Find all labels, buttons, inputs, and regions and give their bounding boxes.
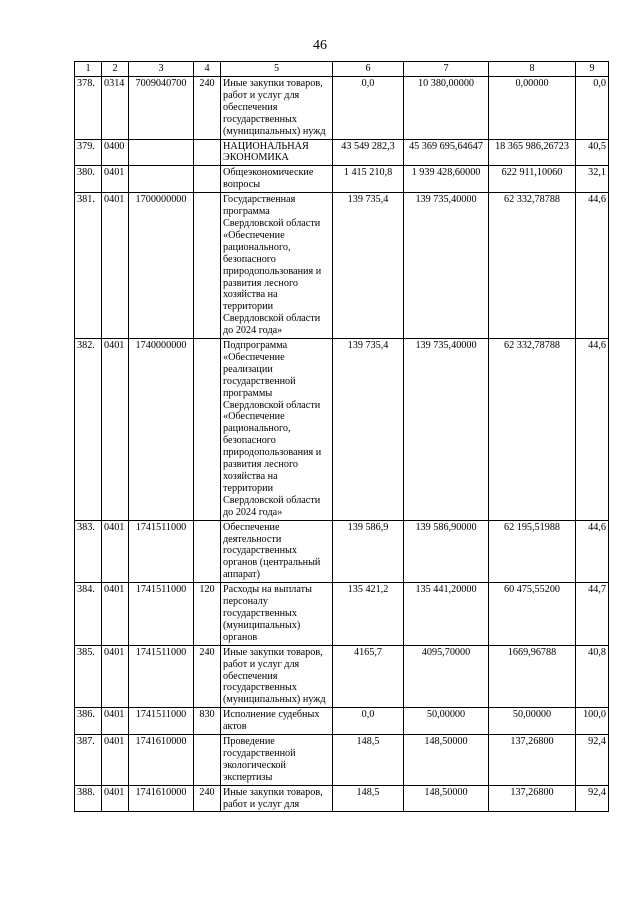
table-header-row [75, 62, 609, 77]
executed-amount-cell: 0,00000 [489, 77, 576, 140]
revised-amount-cell: 139 735,40000 [404, 193, 489, 339]
execution-percent-cell: 92,4 [576, 785, 609, 812]
target-article-cell: 1741511000 [129, 520, 194, 583]
executed-amount-cell: 60 475,55200 [489, 583, 576, 646]
execution-percent-cell: 44,6 [576, 520, 609, 583]
expense-type-cell: 240 [194, 645, 221, 708]
section-code-cell: 0400 [102, 139, 129, 166]
execution-percent-cell: 44,6 [576, 193, 609, 339]
approved-amount-cell: 139 735,4 [333, 339, 404, 521]
item-name-cell: Иные закупки товаров, работ и услуг для обеспечения государственных (муниципальных) нужд [221, 77, 333, 140]
revised-amount-cell: 4095,70000 [404, 645, 489, 708]
executed-amount-cell: 1669,96788 [489, 645, 576, 708]
column-header: 8 [489, 62, 576, 77]
executed-amount-cell: 137,26800 [489, 785, 576, 812]
expense-type-cell: 240 [194, 785, 221, 812]
target-article-cell: 1741610000 [129, 735, 194, 786]
row-number-cell: 380. [75, 166, 102, 193]
revised-amount-cell: 135 441,20000 [404, 583, 489, 646]
approved-amount-cell: 1 415 210,8 [333, 166, 404, 193]
table-row [75, 139, 609, 166]
target-article-cell [129, 166, 194, 193]
expense-type-cell [194, 339, 221, 521]
table-row [75, 166, 609, 193]
column-header: 9 [576, 62, 609, 77]
row-number-cell: 386. [75, 708, 102, 735]
item-name-cell: Обеспечение деятельности государственных органов (центральный аппарат) [221, 520, 333, 583]
executed-amount-cell: 18 365 986,26723 [489, 139, 576, 166]
row-number-cell: 378. [75, 77, 102, 140]
executed-amount-cell: 622 911,10060 [489, 166, 576, 193]
approved-amount-cell: 43 549 282,3 [333, 139, 404, 166]
approved-amount-cell: 148,5 [333, 785, 404, 812]
row-number-cell: 383. [75, 520, 102, 583]
execution-percent-cell: 40,8 [576, 645, 609, 708]
item-name-cell: Исполнение судебных актов [221, 708, 333, 735]
item-name-cell: Общеэкономические вопросы [221, 166, 333, 193]
section-code-cell: 0401 [102, 520, 129, 583]
column-header: 2 [102, 62, 129, 77]
approved-amount-cell: 0,0 [333, 77, 404, 140]
column-header: 7 [404, 62, 489, 77]
table-row [75, 77, 609, 140]
execution-percent-cell: 44,7 [576, 583, 609, 646]
row-number-cell: 388. [75, 785, 102, 812]
target-article-cell [129, 139, 194, 166]
expense-type-cell [194, 166, 221, 193]
table-row [75, 339, 609, 521]
section-code-cell: 0401 [102, 708, 129, 735]
target-article-cell: 1740000000 [129, 339, 194, 521]
item-name-cell: Проведение государственной экологической экспертизы [221, 735, 333, 786]
revised-amount-cell: 139 586,90000 [404, 520, 489, 583]
approved-amount-cell: 4165,7 [333, 645, 404, 708]
item-name-cell: Иные закупки товаров, работ и услуг для обеспечения государственных (муниципальных) нужд [221, 645, 333, 708]
column-header: 3 [129, 62, 194, 77]
row-number-cell: 379. [75, 139, 102, 166]
table-row [75, 708, 609, 735]
column-header: 4 [194, 62, 221, 77]
column-header: 1 [75, 62, 102, 77]
section-code-cell: 0401 [102, 193, 129, 339]
table-row [75, 785, 609, 812]
executed-amount-cell: 50,00000 [489, 708, 576, 735]
target-article-cell: 1741511000 [129, 583, 194, 646]
section-code-cell: 0401 [102, 583, 129, 646]
expense-type-cell [194, 735, 221, 786]
revised-amount-cell: 50,00000 [404, 708, 489, 735]
column-header: 5 [221, 62, 333, 77]
revised-amount-cell: 139 735,40000 [404, 339, 489, 521]
budget-table [74, 61, 609, 812]
row-number-cell: 381. [75, 193, 102, 339]
revised-amount-cell: 45 369 695,64647 [404, 139, 489, 166]
target-article-cell: 7009040700 [129, 77, 194, 140]
target-article-cell: 1741610000 [129, 785, 194, 812]
executed-amount-cell: 62 332,78788 [489, 339, 576, 521]
execution-percent-cell: 0,0 [576, 77, 609, 140]
expense-type-cell [194, 193, 221, 339]
execution-percent-cell: 44,6 [576, 339, 609, 521]
item-name-cell: Расходы на выплаты персоналу государственных (муниципальных) органов [221, 583, 333, 646]
approved-amount-cell: 139 586,9 [333, 520, 404, 583]
execution-percent-cell: 92,4 [576, 735, 609, 786]
item-name-cell: Иные закупки товаров, работ и услуг для [221, 785, 333, 812]
expense-type-cell: 240 [194, 77, 221, 140]
revised-amount-cell: 148,50000 [404, 735, 489, 786]
section-code-cell: 0401 [102, 166, 129, 193]
execution-percent-cell: 40,5 [576, 139, 609, 166]
target-article-cell: 1741511000 [129, 708, 194, 735]
table-row [75, 193, 609, 339]
expense-type-cell: 830 [194, 708, 221, 735]
section-code-cell: 0401 [102, 339, 129, 521]
approved-amount-cell: 0,0 [333, 708, 404, 735]
table-row [75, 735, 609, 786]
target-article-cell: 1741511000 [129, 645, 194, 708]
table-row [75, 645, 609, 708]
executed-amount-cell: 137,26800 [489, 735, 576, 786]
approved-amount-cell: 148,5 [333, 735, 404, 786]
page-number: 46 [313, 38, 327, 53]
revised-amount-cell: 10 380,00000 [404, 77, 489, 140]
row-number-cell: 387. [75, 735, 102, 786]
row-number-cell: 385. [75, 645, 102, 708]
expense-type-cell: 120 [194, 583, 221, 646]
expense-type-cell [194, 139, 221, 166]
table-row [75, 583, 609, 646]
row-number-cell: 384. [75, 583, 102, 646]
item-name-cell: Государственная программа Свердловской области «Обеспечение рационального, безопасного природопользования и развития лесного хозяйства на территории Свердловской области до 2024 года» [221, 193, 333, 339]
row-number-cell: 382. [75, 339, 102, 521]
revised-amount-cell: 148,50000 [404, 785, 489, 812]
revised-amount-cell: 1 939 428,60000 [404, 166, 489, 193]
approved-amount-cell: 139 735,4 [333, 193, 404, 339]
executed-amount-cell: 62 332,78788 [489, 193, 576, 339]
section-code-cell: 0314 [102, 77, 129, 140]
execution-percent-cell: 32,1 [576, 166, 609, 193]
executed-amount-cell: 62 195,51988 [489, 520, 576, 583]
target-article-cell: 1700000000 [129, 193, 194, 339]
approved-amount-cell: 135 421,2 [333, 583, 404, 646]
execution-percent-cell: 100,0 [576, 708, 609, 735]
column-header: 6 [333, 62, 404, 77]
section-code-cell: 0401 [102, 645, 129, 708]
item-name-cell: Подпрограмма «Обеспечение реализации государственной программы Свердловской области «Обеспечение рационального, безопасного природопользования и развития лесного хозяйства на территории Свердловской области до 2024 года» [221, 339, 333, 521]
expense-type-cell [194, 520, 221, 583]
section-code-cell: 0401 [102, 735, 129, 786]
table-row [75, 520, 609, 583]
section-code-cell: 0401 [102, 785, 129, 812]
item-name-cell: НАЦИОНАЛЬНАЯ ЭКОНОМИКА [221, 139, 333, 166]
